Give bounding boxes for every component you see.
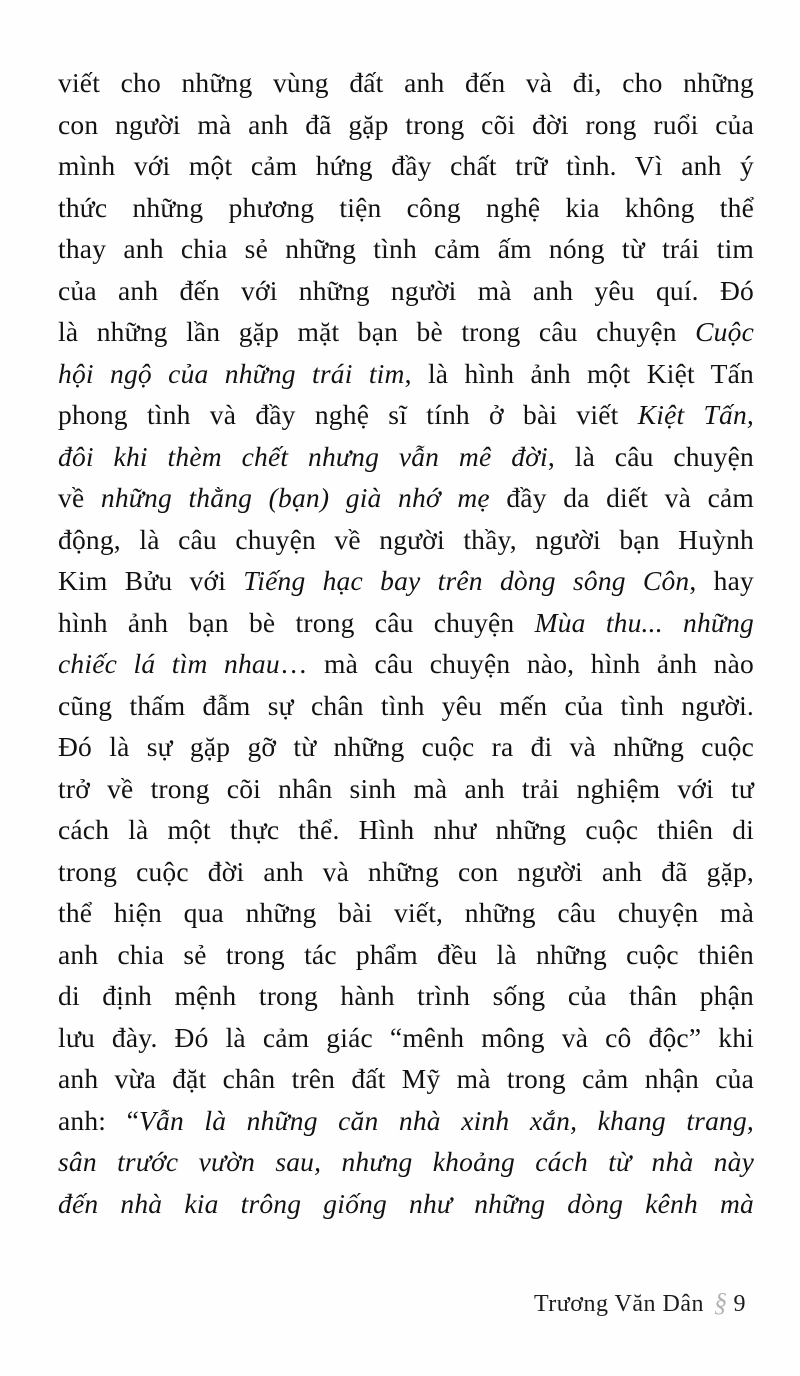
text-line [58,851,754,893]
text-segment: anh vừa đặt chân trên đất Mỹ mà trong cảm nhận của [58,1063,754,1094]
text-line [58,270,754,312]
text-line [58,394,754,436]
text-segment: , là hình ảnh một Kiệt Tấn [404,357,754,389]
text-line [58,602,754,644]
text-segment: Đó là sự gặp gỡ từ những cuộc ra đi và những cuộc [58,731,754,762]
text-segment-italic: Mùa thu... những [534,606,754,638]
text-line [58,104,754,146]
page-footer [534,1288,746,1318]
text-segment: viết cho những vùng đất anh đến và đi, cho những [58,67,754,98]
text-segment: là những lần gặp mặt bạn bè trong câu chuyện [58,316,696,347]
text-segment: di định mệnh trong hành trình sống của thân phận [58,980,754,1011]
page-text [58,62,754,1224]
text-line [58,477,754,519]
text-line [58,1017,754,1059]
text-segment: anh: “ [58,1104,140,1136]
footer-ornament-icon: § [714,1288,728,1317]
text-line [58,975,754,1017]
text-segment: anh chia sẻ trong tác phẩm đều là những cuộc thiên [58,938,754,970]
text-segment: … mà câu chuyện nào, hình ảnh nào [279,648,754,679]
text-segment: phong tình và đầy nghệ sĩ tính ở bài viết [58,399,638,430]
text-line [58,809,754,851]
text-segment: , hay [689,565,754,596]
footer-page-number: 9 [733,1291,746,1317]
text-segment-italic: Kiệt Tấn, [637,399,754,430]
text-segment-italic: sân trước vườn sau, nhưng khoảng cách từ nhà này [58,1146,754,1177]
text-line [58,353,754,395]
text-segment-italic: những thằng (bạn) già nhớ mẹ [100,482,490,513]
text-line [58,1141,754,1183]
text-segment-italic: hội ngộ của những trái tim [58,357,405,389]
text-segment: thay anh chia sẻ những tình cảm ấm nóng từ trái tim [58,233,754,264]
text-segment: động, là câu chuyện về người thầy, người bạn Huỳnh [58,523,754,555]
text-line [58,145,754,187]
text-line [58,1100,754,1142]
text-line [58,560,754,602]
text-segment: Kim Bửu với [58,565,244,596]
text-segment-italic: chiếc lá tìm nhau [58,648,280,679]
text-segment: về [58,482,101,513]
text-line [58,685,754,727]
text-segment: đầy da diết và cảm [489,482,754,513]
text-line [58,643,754,685]
text-line [58,62,754,104]
text-segment: cũng thấm đẫm sự chân tình yêu mến của tình người. [58,689,754,721]
text-line [58,934,754,976]
text-line [58,187,754,229]
text-segment: trở về trong cõi nhân sinh mà anh trải nghiệm với tư [58,772,754,804]
footer-author: Trương Văn Dân [533,1291,704,1317]
text-segment: trong cuộc đời anh và những con người anh đã gặp, [58,855,754,887]
text-segment: của anh đến với những người mà anh yêu quí. Đó [58,274,754,306]
text-segment-italic: Tiếng hạc bay trên dòng sông Côn [243,565,690,596]
text-line [58,436,754,478]
text-line [58,228,754,270]
text-segment-italic: đến nhà kia trông giống như những dòng kênh mà [58,1187,754,1219]
text-line [58,892,754,934]
text-segment: mình với một cảm hứng đầy chất trữ tình. Vì anh ý [58,150,754,181]
text-line [58,726,754,768]
text-segment-italic: Vẫn là những căn nhà xinh xắn, khang trang, [139,1104,754,1136]
text-segment: hình ảnh bạn bè trong câu chuyện [58,606,535,638]
text-segment: thể hiện qua những bài viết, những câu chuyện mà [58,897,754,928]
text-segment: con người mà anh đã gặp trong cõi đời rong ruổi của [58,108,754,140]
text-segment: thức những phương tiện công nghệ kia không thể [58,191,754,223]
text-segment: lưu đày. Đó là cảm giác “mênh mông và cô độc” khi [58,1021,754,1053]
text-line [58,1183,754,1225]
text-segment: cách là một thực thể. Hình như những cuộc thiên di [58,814,754,845]
text-segment: , là câu chuyện [547,440,754,472]
text-line [58,519,754,561]
text-segment-italic: đôi khi thèm chết nhưng vẫn mê đời [58,440,548,472]
text-line [58,1058,754,1100]
text-line [58,311,754,353]
text-segment-italic: Cuộc [695,316,754,347]
text-line [58,768,754,810]
